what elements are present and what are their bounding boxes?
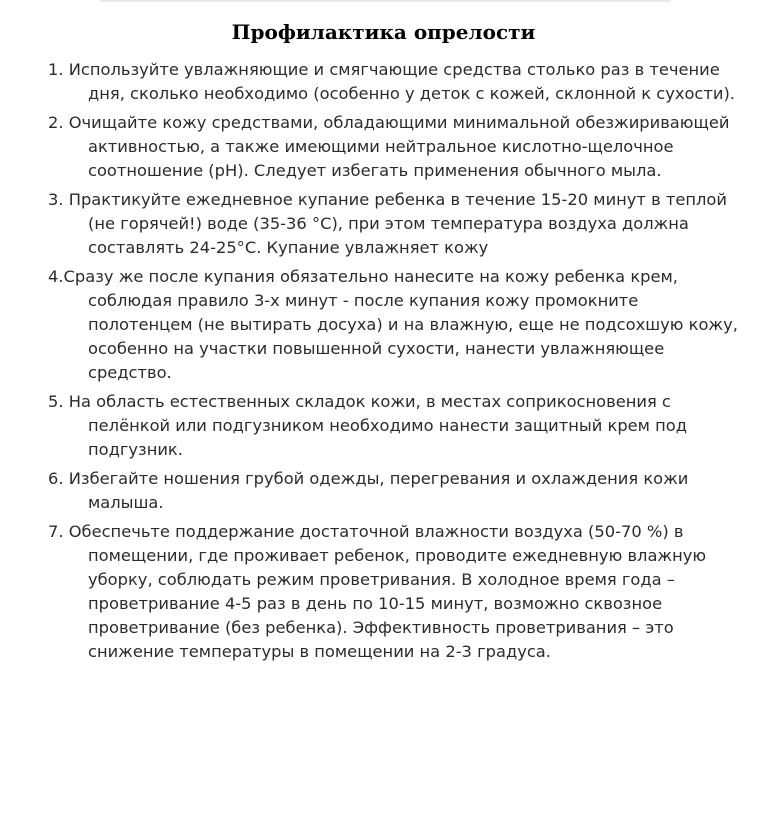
list-item xyxy=(48,265,738,385)
item-number: 5. xyxy=(48,392,64,411)
item-number: 1. xyxy=(48,60,64,79)
recommendation-list xyxy=(48,58,738,669)
item-number: 3. xyxy=(48,190,64,209)
item-number: 6. xyxy=(48,469,64,488)
list-item xyxy=(48,111,738,183)
item-text: Сразу же после купания обязательно нанесите на кожу ребенка крем, соблюдая правило 3-х минут - после купания кожу промокните полотенцем (не вытирать досуха) и на влажную, еще не подсохшую кожу, особенно на участки повышенной сухости, нанести увлажняющее средство. xyxy=(63,267,738,382)
item-text: Избегайте ношения грубой одежды, перегревания и охлаждения кожи малыша. xyxy=(68,469,689,512)
item-text: Практикуйте ежедневное купание ребенка в течение 15-20 минут в теплой (не горячей!) воде (35-36 °С), при этом температура воздуха должна составлять 24-25°С. Купание увлажняет кожу xyxy=(68,190,727,257)
list-item xyxy=(48,188,738,260)
list-item xyxy=(48,58,738,106)
list-item xyxy=(48,467,738,515)
list-item xyxy=(48,390,738,462)
page-title: Профилактика опрелости xyxy=(231,20,536,44)
list-item xyxy=(48,520,738,664)
top-divider xyxy=(100,0,670,2)
item-number: 4. xyxy=(48,267,64,286)
item-text: На область естественных складок кожи, в местах соприкосновения с пелёнкой или подгузником необходимо нанести защитный крем под подгузник. xyxy=(68,392,688,459)
item-number: 2. xyxy=(48,113,64,132)
item-text: Очищайте кожу средствами, обладающими минимальной обезжиривающей активностью, а также имеющими нейтральное кислотно-щелочное соотношение (pH). Следует избегать применения обычного мыла. xyxy=(68,113,730,180)
item-number: 7. xyxy=(48,522,64,541)
item-text: Используйте увлажняющие и смягчающие средства столько раз в течение дня, сколько необходимо (особенно у деток с кожей, склонной к сухости). xyxy=(68,60,735,103)
item-text: Обеспечьте поддержание достаточной влажности воздуха (50-70 %) в помещении, где проживает ребенок, проводите ежедневную влажную уборку, соблюдать режим проветривания. В холодное время года – проветривание 4-5 раз в день по 10-15 минут, возможно сквозное проветривание (без ребенка). Эффективность проветривания – это снижение температуры в помещении на 2-3 градуса. xyxy=(68,522,707,661)
